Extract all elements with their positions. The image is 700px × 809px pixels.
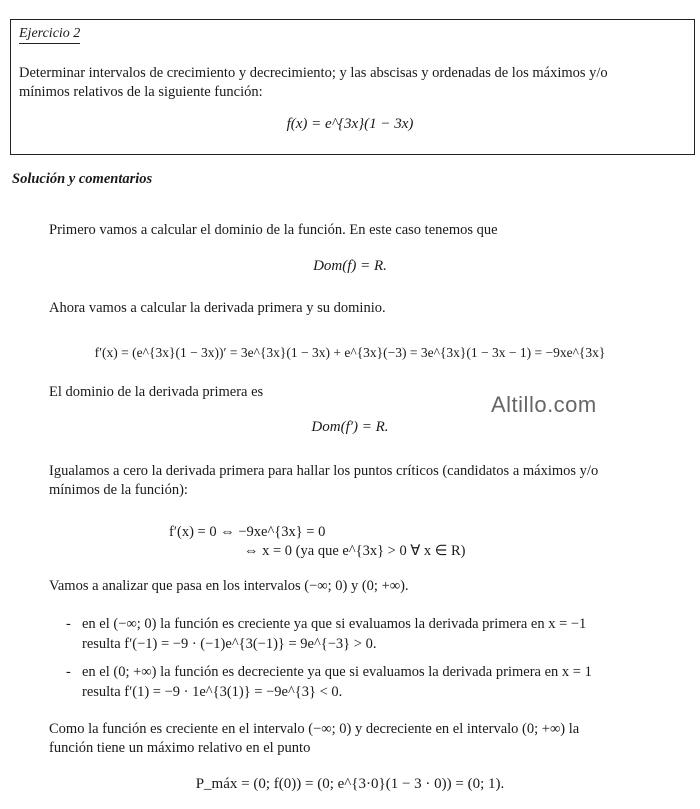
function-formula: f(x) = e^{3x}(1 − 3x) — [286, 116, 414, 132]
system-row-1: f′(x) = 0 ⇔ −9xe^{3x} = 0 — [169, 524, 326, 540]
list-item — [66, 614, 694, 654]
bullet-text — [82, 614, 694, 654]
list-item — [66, 662, 694, 702]
exercise-statement — [19, 64, 691, 102]
conclusion-line-2: función tiene un máximo relativo en el punto — [49, 740, 311, 756]
bullet-dash: - — [66, 664, 71, 680]
bullet2-line-2: resulta f′(1) = −9 · 1e^{3(1)} = −9e^{3} < 0. — [82, 684, 343, 700]
paragraph-derivative-domain: El dominio de la derivada primera es — [49, 384, 264, 400]
derivative-formula: f′(x) = (e^{3x}(1 − 3x))′ = 3e^{3x}(1 − 3x) + e^{3x}(−3) = 3e^{3x}(1 − 3x − 1) = −9xe^{3x} — [94, 345, 606, 360]
bullet1-line-2: resulta f′(−1) = −9 · (−1)e^{3(−1)} = 9e^{−3} > 0. — [82, 636, 377, 652]
watermark-logo: Altillo.com — [491, 392, 597, 417]
critical-line-2: mínimos de la función): — [49, 482, 188, 498]
paragraph-critical-points — [49, 462, 689, 500]
statement-line-1: Determinar intervalos de crecimiento y decrecimiento; y las abscisas y ordenadas de los máximos y/o — [19, 65, 608, 81]
bullet-dash: - — [66, 616, 71, 632]
bullet1-line-1: en el (−∞; 0) la función es creciente ya que si evaluamos la derivada primera en x = −1 — [82, 616, 587, 632]
statement-line-2: mínimos relativos de la siguiente función: — [19, 84, 263, 100]
system-row-2: ⇔ x = 0 (ya que e^{3x} > 0 ∀ x ∈ R) — [244, 543, 466, 559]
bullet2-line-1: en el (0; +∞) la función es decreciente ya que si evaluamos la derivada primera en x = 1 — [82, 664, 592, 680]
max-point-formula: P_máx = (0; f(0)) = (0; e^{3·0}(1 − 3 · 0)) = (0; 1). — [195, 776, 505, 792]
paragraph-intervals: Vamos a analizar que pasa en los intervalos (−∞; 0) y (0; +∞). — [49, 578, 409, 594]
derivative-domain-formula: Dom(f′) = R. — [311, 419, 389, 435]
paragraph-domain-intro: Primero vamos a calcular el dominio de la función. En este caso tenemos que — [49, 222, 498, 238]
critical-line-1: Igualamos a cero la derivada primera para hallar los puntos críticos (candidatos a máximos y/o — [49, 463, 599, 479]
domain-formula: Dom(f) = R. — [313, 258, 387, 274]
solution-heading: Solución y comentarios — [12, 171, 153, 187]
paragraph-derivative-intro: Ahora vamos a calcular la derivada primera y su dominio. — [49, 300, 386, 316]
exercise-title: Ejercicio 2 — [19, 26, 80, 44]
bullet-text — [82, 662, 694, 702]
paragraph-conclusion — [49, 720, 689, 758]
conclusion-line-1: Como la función es creciente en el intervalo (−∞; 0) y decreciente en el intervalo (0; +∞) la — [49, 721, 580, 737]
